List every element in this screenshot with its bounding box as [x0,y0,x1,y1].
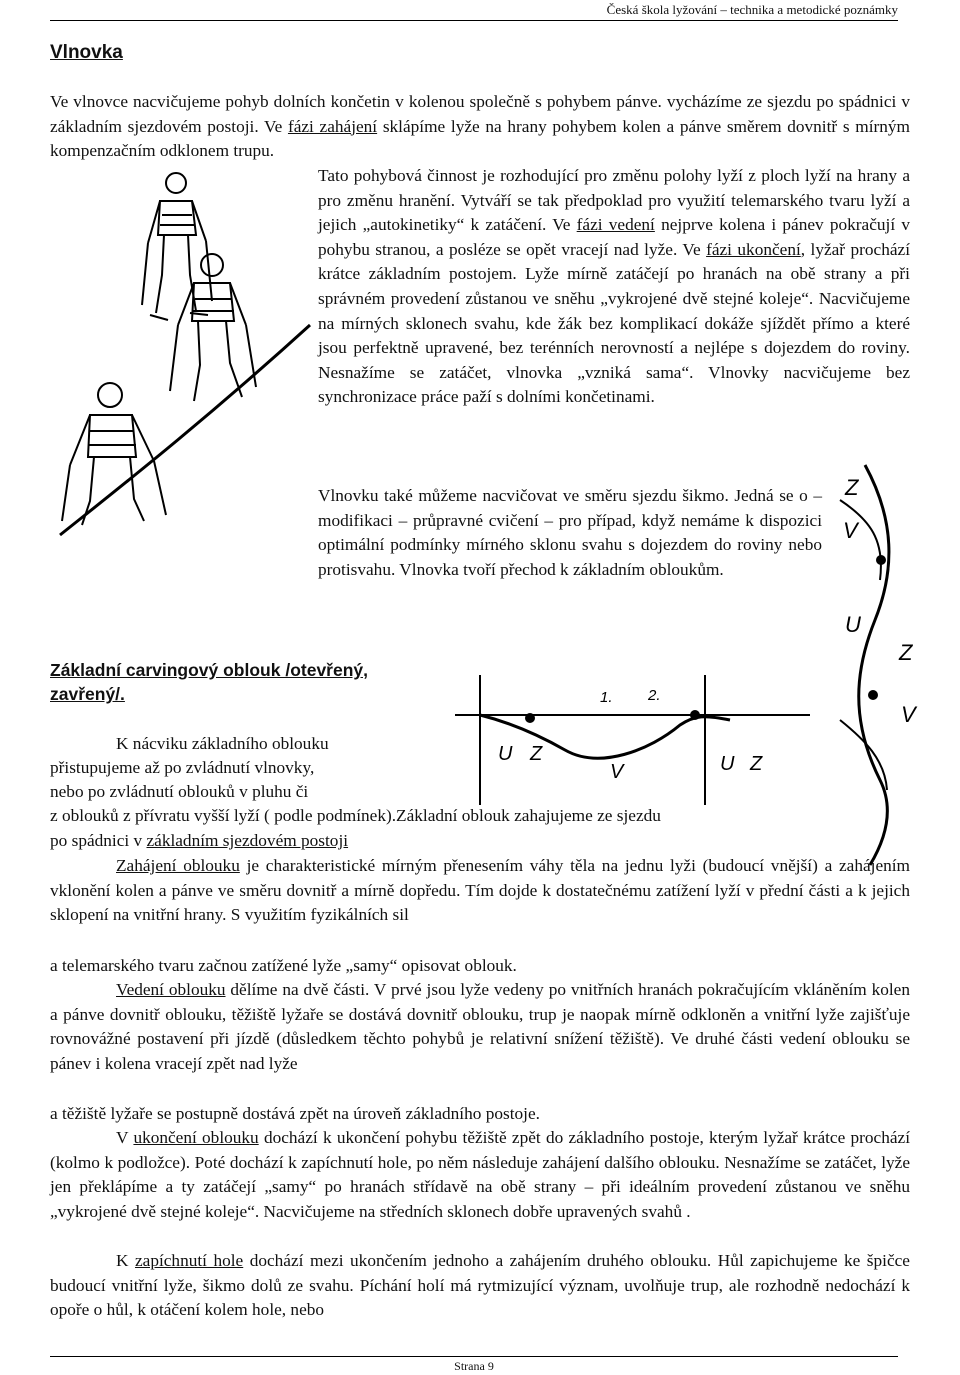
hole-pre: K [116,1251,129,1270]
intro-text-cont: sklápíme lyže na hrany pohybem kolen a pánve směrem dovnitř s mírným kompenzačním odklonem trupu. [50,116,910,161]
skier-figure [170,254,256,401]
turn-point-marker [868,690,878,700]
traverse-paragraph: Vlnovku také můžeme nacvičovat ve směru sjezdu šikmo. Jedná se o –modifikaci – průpravné cvičení – pro případ, když nemáme k dispozici optimální podmínky mírného sklonu svahu s dojezdem do roviny nebo protisvahu. Vlnovka tvoří přechod k základním obloukům. [318,486,822,579]
intro-paragraph [50,90,910,164]
label-u: U [845,612,861,637]
running-header: Česká škola lyžování – technika a metodické poznámky [50,2,898,21]
term-zahajeni: Zahájení oblouku [116,856,240,875]
label-one: 1. [600,689,613,706]
paragraph-vedeni [50,978,910,1076]
term-phase-start: fázi zahájení [287,116,378,136]
s2-line-3: nebo po zvládnutí oblouků v pluhu či [50,782,309,801]
intro-side-b-mid: nejprve kolena i pánev pokračují v pohybu stranou, a posléze se opět vracejí nad lyže. Ve [318,215,910,259]
s2-line-5 [50,829,348,854]
s2-line-2: přistupujeme až po zvládnutí vlnovky, [50,758,315,777]
vedeni-text: dělíme na dvě části. V prvé jsou lyže vedeny po vnitřních hranách pokračujícím vkláněním kolen a pánve dovnitř oblouku, těžiště lyžaře se dostává dovnitř oblouku, trup je naopak mírně odkloněn a vnitřní lyže zajišťuje rovnovážné postavení při jízdě (důsledkem těchto pohybů je relativní snížení těžiště). Ve druhé části vedení oblouku se pánev i kolena vracejí zpět nad lyže [50,980,910,1073]
ukonceni-pre: V [116,1128,129,1147]
intro-side-b-pre: Ve [552,215,571,235]
intro-text: Ve vlnovce nacvičujeme pohyb dolních končetin v kolenou společně s pohybem pánve. vycházíme ze sjezdu po spádnici v základním sjezdovém postoji. Ve [50,92,910,136]
horizontal-wave-diagram [440,660,820,810]
hole-text: dochází mezi ukončením jednoho a zahájením druhého oblouku. Hůl zapichujeme ke špičce budoucí vnitřní lyže, šikmo dolů ze svahu. Píchání holí má rytmizující význam, uvolňuje trup, ale rozhodně nedochází k opoře o hůl, k otáčení kolem hole, nebo [50,1251,910,1320]
skier-figure [142,173,212,320]
label-z: Z [750,753,763,775]
label-v: V [843,518,858,543]
page-footer: Strana 9 [50,1356,898,1374]
label-v: V [610,761,624,783]
paragraph-ukonceni [50,1126,910,1224]
intro-side-a: Tato pohybová činnost je rozhodující pro změnu polohy lyží z ploch lyží na hrany a pro změnu hranění. Vytváří se tak předpoklad pro využití telemarského tvaru lyží a jejich „autokinetiky“ k zatáčení. [318,166,910,235]
vedeni-end: a těžiště lyžaře se postupně dostává zpět na úroveň základního postoje. [50,1104,540,1123]
zahajeni-end: a telemarského tvaru začnou zatížené lyže „samy“ opisovat oblouk. [50,956,517,975]
term-phase-end: fázi ukončení [706,239,801,259]
ukonceni-text: dochází k ukončení pohybu těžiště zpět do základního postoje, kterým lyžař krátce prochází (kolmo k podložce). Poté dochází k zapíchnutí hole, po něm následuje zahájení dalšího oblouku. Nesnažíme se zatáčet, lyže jen překlápíme a ty zatáčejí „samy“ po hranách střídavě na obě strany – při ideálním provedení zůstanou ve sněhu „vykrojené dvě stejné koleje“. Nacvičujeme na středních sklonech dobře upravených svahů . [50,1128,911,1221]
turn-point-marker [876,555,886,565]
intro-side-b-post: , lyžař prochází krátce základním postojem. Lyže mírně zatáčejí po hranách na obě strany a při správném provedení zůstanou ve sněhu „vykrojené dvě stejné koleje“. Nacvičujeme na mírných sklonech svahu, kde žák bez komplikací dokáže sjíždět přímo a které jsou perfektně upravené, bez terénních nerovností a nejlépe s dojezdem do roviny. Nesnažíme se zatáčet, vlnovka „vzniká sama“. Vlnovky nacvičujeme bez synchronizace práce paží s dolními končetinami. [318,239,910,407]
skiers-illustration [50,165,320,545]
skier-figure [62,383,166,525]
vertical-wave-diagram [825,460,925,870]
label-z: Z [530,743,543,765]
label-u: U [498,743,513,765]
intro-side-text [318,164,910,410]
label-z: Z [845,475,859,500]
section-title-vlnovka: Vlnovka [50,42,123,63]
section-title-carving: Základní carvingový oblouk /otevřený, zavřený/. [50,660,369,704]
s2-line-5-pre: po spádnici v [50,831,143,850]
term-zapichnuti-hole: zapíchnutí hole [134,1251,244,1270]
turn-point-marker [690,710,700,720]
paragraph-hole [50,1249,910,1323]
term-basic-stance: základním sjezdovém postoji [146,831,349,850]
term-vedeni: Vedení oblouku [116,980,226,999]
term-phase-lead: fázi vedení [576,215,655,235]
paragraph-zahajeni [50,854,910,928]
label-v: V [901,702,916,727]
zahajeni-text: je charakteristické mírným přenesením váhy těla na jednu lyži (budoucí vnější) a zahájením vklonění kolen a pánve ve směru dovnitř a mírně dopředu. Tím dojde k dostatečnému zatížení lyží v přední části a k jejich sklopení na vnitřní hrany. S využitím fyzikálních sil [50,856,910,925]
s2-line-1: K nácviku základního oblouku [116,734,329,753]
term-ukonceni: ukončení oblouku [133,1128,259,1147]
label-u: U [720,753,735,775]
label-z: Z [899,640,913,665]
label-two: 2. [648,687,661,704]
s2-line-4: z oblouků z přívratu vyšší lyží ( podle podmínek).Základní oblouk zahajujeme ze sjezdu [50,806,661,825]
turn-point-marker [525,713,535,723]
